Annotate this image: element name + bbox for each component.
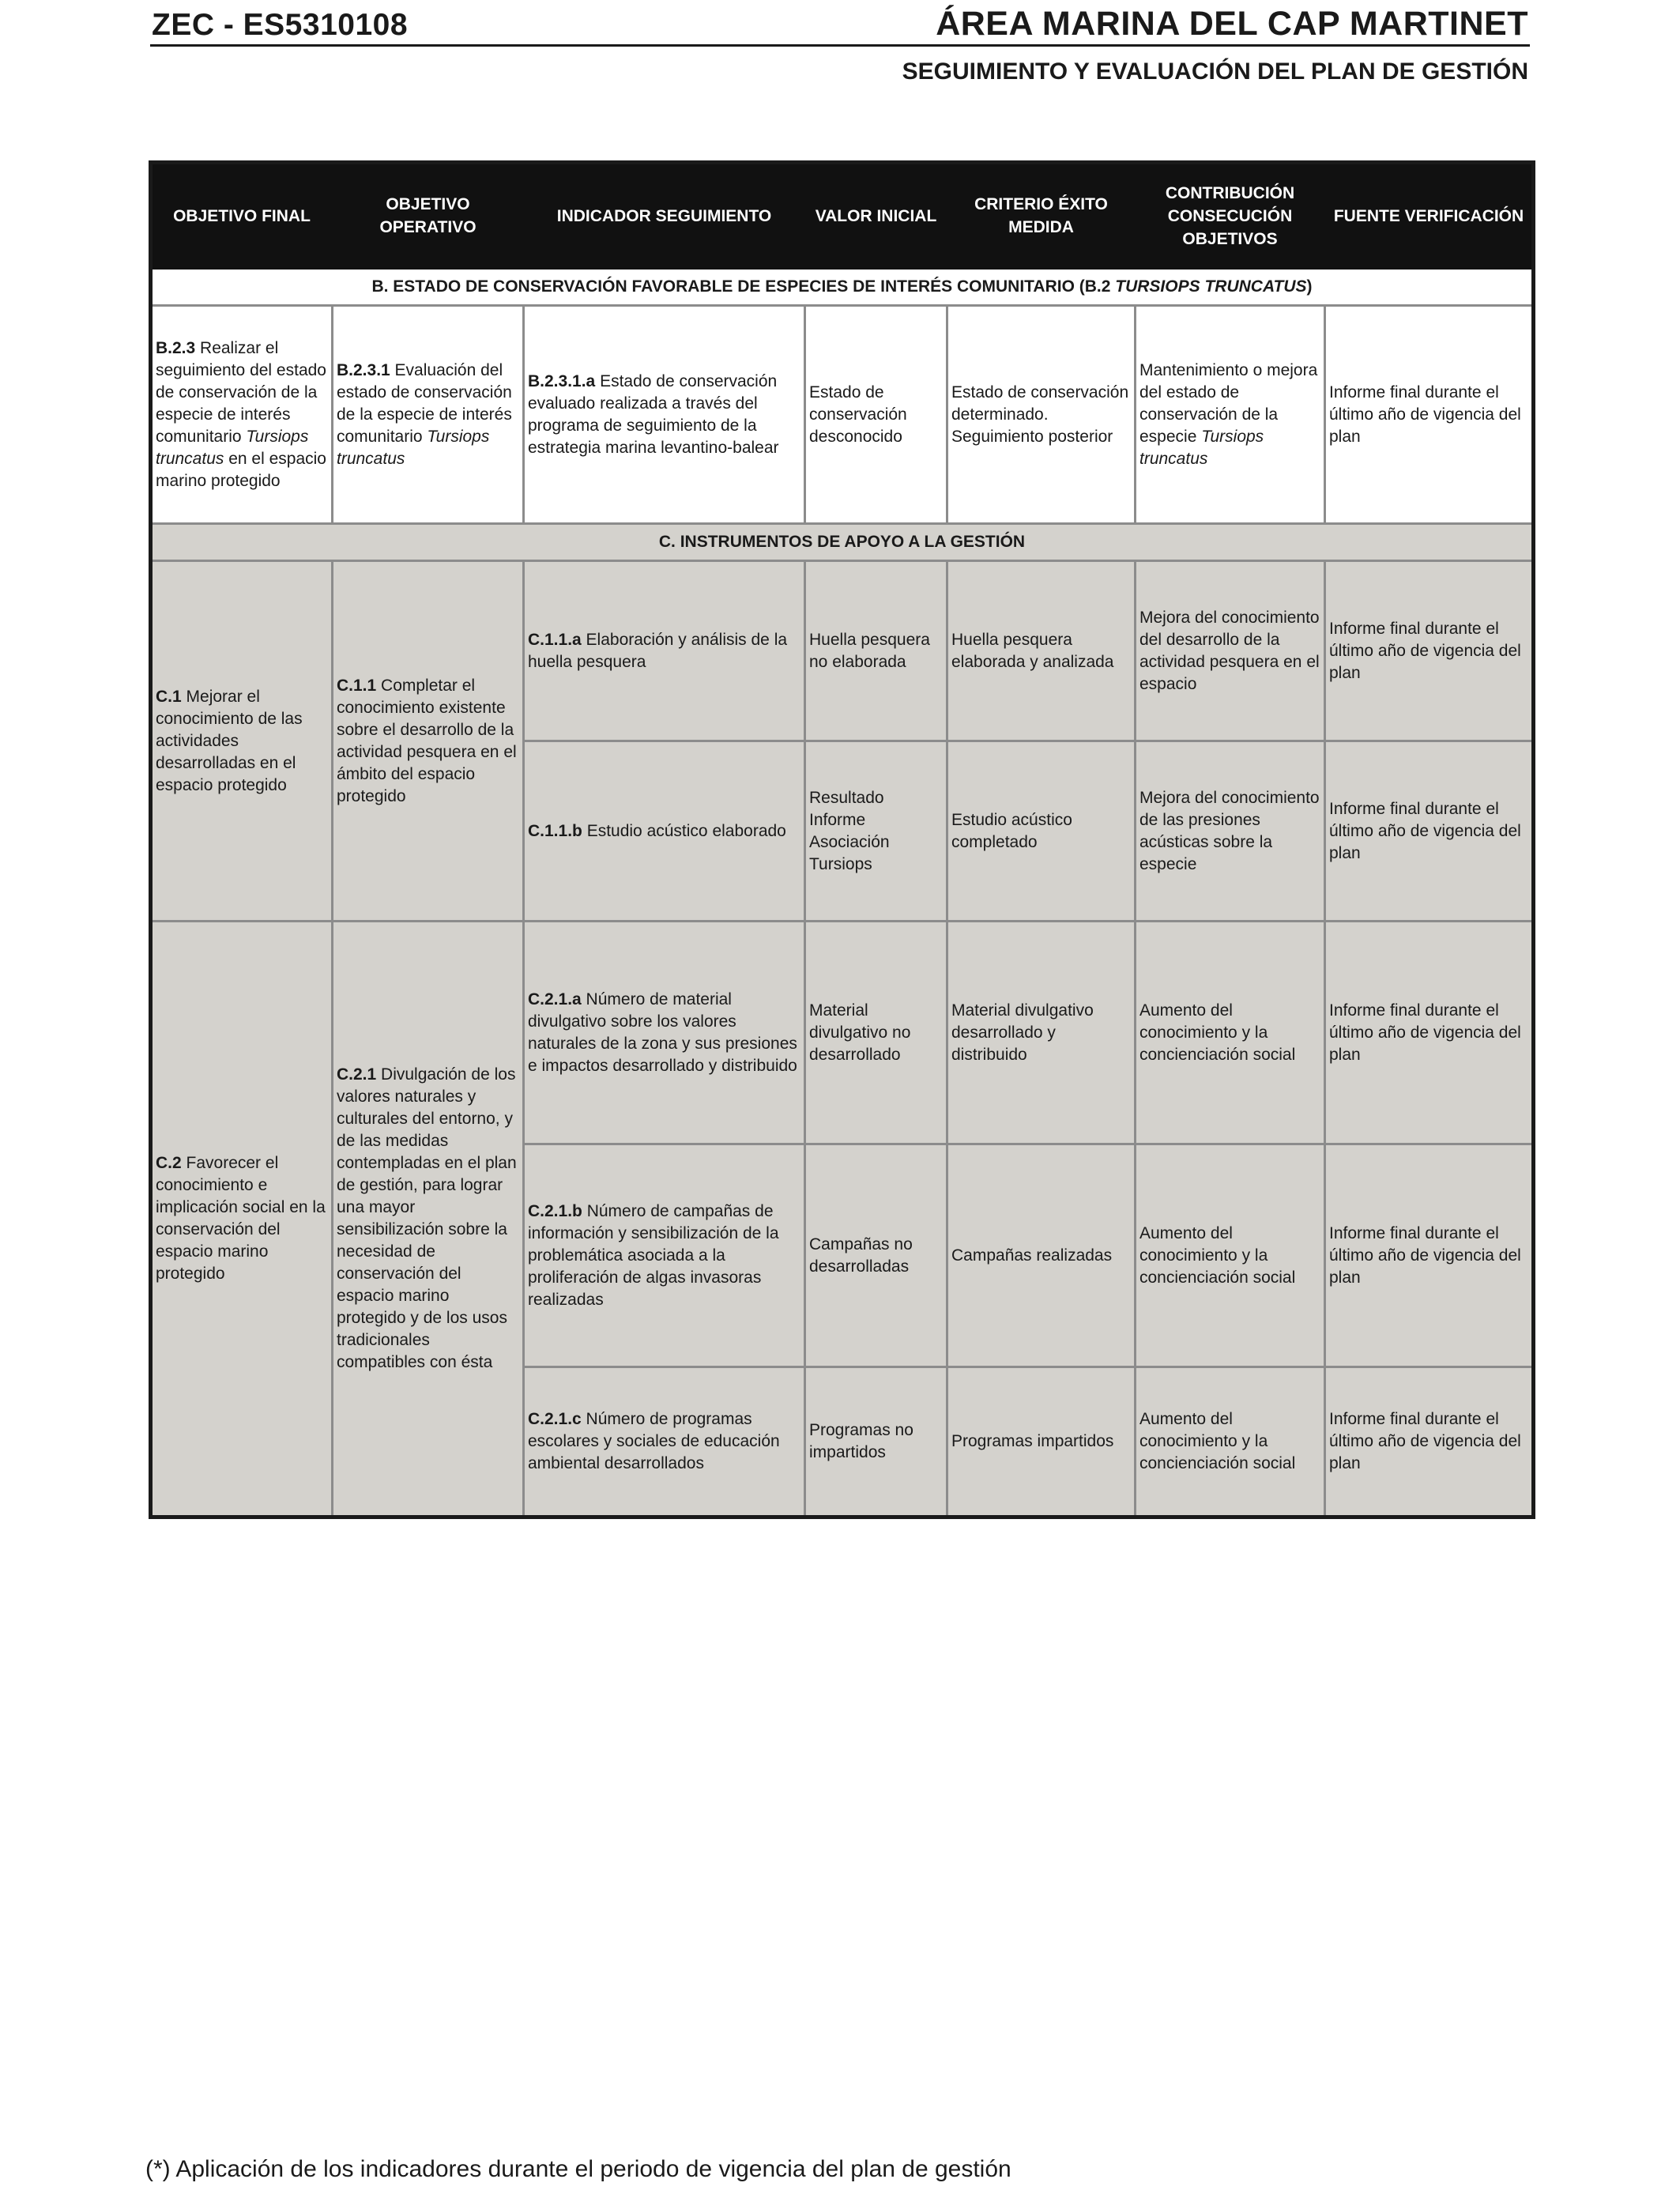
area-title: ÁREA MARINA DEL CAP MARTINET <box>936 5 1528 43</box>
c2a-valor-inicial: Material divulgativo no desarrollado <box>805 922 947 1144</box>
c1a-contribucion: Mejora del conocimiento del desarrollo de la actividad pesquera en el espacio <box>1136 561 1325 741</box>
col-header-contribucion: CONTRIBUCIÓN CONSECUCIÓN OBJETIVOS <box>1136 163 1325 269</box>
c1a-fuente: Informe final durante el último año de vigencia del plan <box>1325 561 1534 741</box>
table-row <box>151 922 1534 1144</box>
zec-code: ZEC - ES5310108 <box>152 8 409 42</box>
c1b-indicador: C.1.1.b Estudio acústico elaborado <box>524 741 805 922</box>
b-objetivo-final: B.2.3 Realizar el seguimiento del estado de conservación de la especie de interés comunitario Tursiops truncatus en el espacio marino protegido <box>151 306 333 524</box>
c2b-indicador: C.2.1.b Número de campañas de información y sensibilización de la problemática asociada a la proliferación de algas invasoras realizadas <box>524 1144 805 1367</box>
col-header-indicador: INDICADOR SEGUIMIENTO <box>524 163 805 269</box>
col-header-objetivo-operativo: OBJETIVO OPERATIVO <box>333 163 524 269</box>
c1a-valor-inicial: Huella pesquera no elaborada <box>805 561 947 741</box>
c2c-indicador: C.2.1.c Número de programas escolares y sociales de educación ambiental desarrollados <box>524 1367 805 1517</box>
page-subtitle: SEGUIMIENTO Y EVALUACIÓN DEL PLAN DE GESTIÓN <box>902 58 1528 85</box>
c2b-fuente: Informe final durante el último año de vigencia del plan <box>1325 1144 1534 1367</box>
footnote: (*) Aplicación de los indicadores durante el periodo de vigencia del plan de gestión <box>145 2156 1011 2182</box>
c1b-fuente: Informe final durante el último año de vigencia del plan <box>1325 741 1534 922</box>
section-b-title: B. ESTADO DE CONSERVACIÓN FAVORABLE DE ESPECIES DE INTERÉS COMUNITARIO (B.2 TURSIOPS TRUNCATUS) <box>151 269 1534 306</box>
table-row <box>151 306 1534 524</box>
c2c-fuente: Informe final durante el último año de vigencia del plan <box>1325 1367 1534 1517</box>
col-header-fuente: FUENTE VERIFICACIÓN <box>1325 163 1534 269</box>
b-objetivo-operativo: B.2.3.1 Evaluación del estado de conservación de la especie de interés comunitario Tursiops truncatus <box>333 306 524 524</box>
c1b-valor-inicial: Resultado Informe Asociación Tursiops <box>805 741 947 922</box>
col-header-objetivo-final: OBJETIVO FINAL <box>151 163 333 269</box>
c2c-criterio: Programas impartidos <box>947 1367 1136 1517</box>
c2c-contribucion: Aumento del conocimiento y la concienciación social <box>1136 1367 1325 1517</box>
b-criterio: Estado de conservación determinado. Seguimiento posterior <box>947 306 1136 524</box>
col-header-valor-inicial: VALOR INICIAL <box>805 163 947 269</box>
c1-objetivo-operativo: C.1.1 Completar el conocimiento existente sobre el desarrollo de la actividad pesquera en el ámbito del espacio protegido <box>333 561 524 922</box>
management-plan-table <box>149 160 1535 1519</box>
b-indicador: B.2.3.1.a Estado de conservación evaluado realizada a través del programa de seguimiento de la estrategia marina levantino-balear <box>524 306 805 524</box>
c1-objetivo-final: C.1 Mejorar el conocimiento de las actividades desarrolladas en el espacio protegido <box>151 561 333 922</box>
c1b-criterio: Estudio acústico completado <box>947 741 1136 922</box>
section-b-row <box>151 269 1534 306</box>
table-row <box>151 561 1534 741</box>
b-contribucion: Mantenimiento o mejora del estado de conservación de la especie Tursiops truncatus <box>1136 306 1325 524</box>
section-c-row <box>151 524 1534 561</box>
c2a-indicador: C.2.1.a Número de material divulgativo sobre los valores naturales de la zona y sus presiones e impactos desarrollado y distribuido <box>524 922 805 1144</box>
c1a-criterio: Huella pesquera elaborada y analizada <box>947 561 1136 741</box>
c1a-indicador: C.1.1.a Elaboración y análisis de la huella pesquera <box>524 561 805 741</box>
c2c-valor-inicial: Programas no impartidos <box>805 1367 947 1517</box>
c2a-contribucion: Aumento del conocimiento y la concienciación social <box>1136 922 1325 1144</box>
c2a-criterio: Material divulgativo desarrollado y distribuido <box>947 922 1136 1144</box>
c2-objetivo-operativo: C.2.1 Divulgación de los valores naturales y culturales del entorno, y de las medidas contempladas en el plan de gestión, para lograr una mayor sensibilización sobre la necesidad de conservación del espacio marino protegido y de los usos tradicionales compatibles con ésta <box>333 922 524 1517</box>
c2b-criterio: Campañas realizadas <box>947 1144 1136 1367</box>
b-fuente: Informe final durante el último año de vigencia del plan <box>1325 306 1534 524</box>
c2b-contribucion: Aumento del conocimiento y la concienciación social <box>1136 1144 1325 1367</box>
section-c-title: C. INSTRUMENTOS DE APOYO A LA GESTIÓN <box>151 524 1534 561</box>
c2b-valor-inicial: Campañas no desarrolladas <box>805 1144 947 1367</box>
table-header-row <box>151 163 1534 269</box>
c1b-contribucion: Mejora del conocimiento de las presiones acústicas sobre la especie <box>1136 741 1325 922</box>
col-header-criterio: CRITERIO ÉXITO MEDIDA <box>947 163 1136 269</box>
c2-objetivo-final: C.2 Favorecer el conocimiento e implicación social en la conservación del espacio marino protegido <box>151 922 333 1517</box>
header-rule <box>150 44 1530 47</box>
b-valor-inicial: Estado de conservación desconocido <box>805 306 947 524</box>
c2a-fuente: Informe final durante el último año de vigencia del plan <box>1325 922 1534 1144</box>
